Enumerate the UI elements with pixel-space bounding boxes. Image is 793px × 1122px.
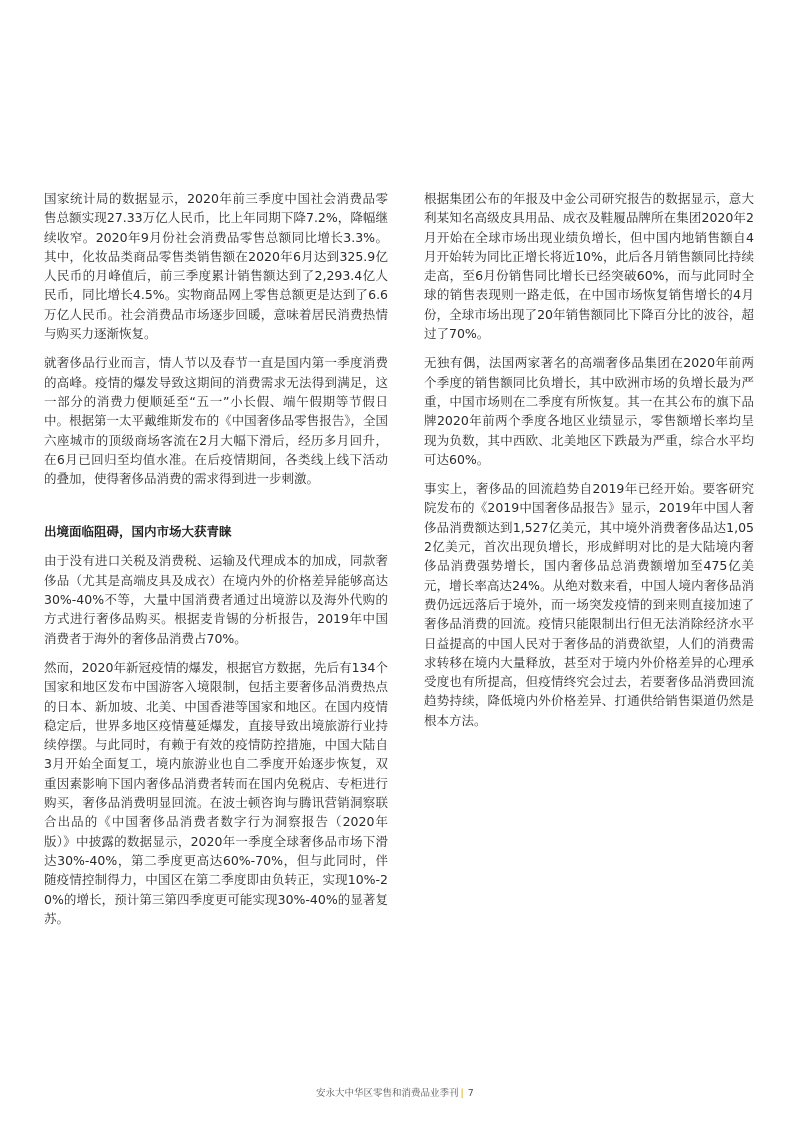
page-footer (316, 1085, 474, 1099)
paragraph-consumption-return: 事实上，奢侈品的回流趋势自2019年已经开始。要客研究院发布的《2019中国奢侈品报告》显示，2019年中国人奢侈品消费额达到1,527亿美元，其中境外消费奢侈品达1,052亿美元，首次出现负增长，形成鲜明对比的是大陆境内奢侈品消费强势增长，国内奢侈品总消费额增加至475亿美元，增长率高达24%。从绝对数来看，中国人境内奢侈品消费仍远远落后于境外，而一场突发疫情的到来则直接加速了奢侈品消费的回流。疫情只能限制出行但无法消除经济水平日益提高的中国人民对于奢侈品的消费欲望，人们的消费需求转移在境内大量释放，甚至对于境内外价格差异的心理承受度也有所提高，但疫情终究会过去，若要奢侈品消费回流趋势持续，降低境内外价格差异、打通供给销售渠道仍然是根本方法。 (424, 481, 754, 728)
page-number: 7 (467, 1088, 474, 1099)
right-column (424, 189, 754, 740)
paragraph-retail-sales: 国家统计局的数据显示，2020年前三季度中国社会消费品零售总额实现27.33万亿人民币，比上年同期下降7.2%，降幅继续收窄。2020年9月份社会消费品零售总额同比增长3.3%。其中，化妆品类商品零售类销售额在2020年6月达到325.9亿人民币的月峰值后，前三季度累计销售额达到了2,293.4亿人民币，同比增长4.5%。实物商品网上零售总额更是达到了6.6万亿人民币。社会消费品市场逐步回暖，意味着居民消费热情与购买力逐渐恢复。 (44, 191, 388, 342)
publication-name: 安永大中华区零售和消费品业季刊 (316, 1088, 459, 1099)
paragraph-pandemic-impact: 然而，2020年新冠疫情的爆发，根据官方数据，先后有134个国家和地区发布中国游客入境限制，包括主要奢侈品消费热点的日本、新加坡、北美、中国香港等国家和地区。在国内疫情稳定后，世界多地区疫情蔓延爆发，直接导致出境旅游行业持续停摆。与此同时，有赖于有效的疫情防控措施，中国大陆自3月开始全面复工，境内旅游业也自二季度开始逐步恢复，双重因素影响下国内奢侈品消费者转而在国内免税店、专柜进行购买，奢侈品消费明显回流。在波士顿咨询与腾讯营销洞察联合出品的《中国奢侈品消费者数字行为洞察报告（2020年版）》中披露的数据显示，2020年一季度全球奢侈品市场下滑达30%-40%，第二季度更高达60%-70%，但与此同时，伴随疫情控制得力，中国区在第二季度即由负转正，实现10%-20%的增长，预计第三第四季度更可能实现30%-40%的显著复苏。 (44, 659, 388, 926)
footer-separator: | (460, 1088, 464, 1099)
paragraph-price-gap: 由于没有进口关税及消费税、运输及代理成本的加成，同款奢侈品（尤其是高端皮具及成衣）在境内外的价格差异能够高达30%-40%不等，大量中国消费者通过出境游以及海外代购的方式进行奢侈品购买。根据麦肯锡的分析报告，2019年中国消费者于海外的奢侈品消费占70%。 (44, 553, 388, 646)
paragraph-italian-group: 根据集团公布的年报及中金公司研究报告的数据显示，意大利某知名高级皮具用品、成衣及鞋履品牌所在集团2020年2月开始在全球市场出现业绩负增长，但中国内地销售额自4月开始转为同比正增长将近10%，此后各月销售额同比持续走高，至6月份销售同比增长已经突破60%，而与此同时全球的销售表现则一路走低，在中国市场恢复销售增长的4月份，全球市场出现了20年销售额同比下降百分比的波谷，超过了70%。 (424, 191, 754, 342)
paragraph-luxury-industry: 就奢侈品行业而言，情人节以及春节一直是国内第一季度消费的高峰。疫情的爆发导致这期间的消费需求无法得到满足，这一部分的消费力便顺延至“五一”小长假、端午假期等节假日中。根据第一太平戴维斯发布的《中国奢侈品零售报告》，全国六座城市的顶级商场客流在2月大幅下滑后，经历多月回升，在6月已回归至均值水准。在后疫情期间，各类线上线下活动的叠加，使得奢侈品消费的需求得到进一步刺激。 (44, 355, 388, 487)
paragraph-french-groups: 无独有偶，法国两家著名的高端奢侈品集团在2020年前两个季度的销售额同比负增长，其中欧洲市场的负增长最为严重，中国市场则在二季度有所恢复。其一在其公布的旗下品牌2020年前两个季度各地区业绩显示，零售额增长率均呈现为负数，其中西欧、北美地区下跌最为严重，综合水平均可达60%。 (424, 355, 754, 467)
left-column (44, 189, 388, 938)
section-heading: 出境面临阻碍，国内市场大获青睐 (44, 524, 232, 540)
